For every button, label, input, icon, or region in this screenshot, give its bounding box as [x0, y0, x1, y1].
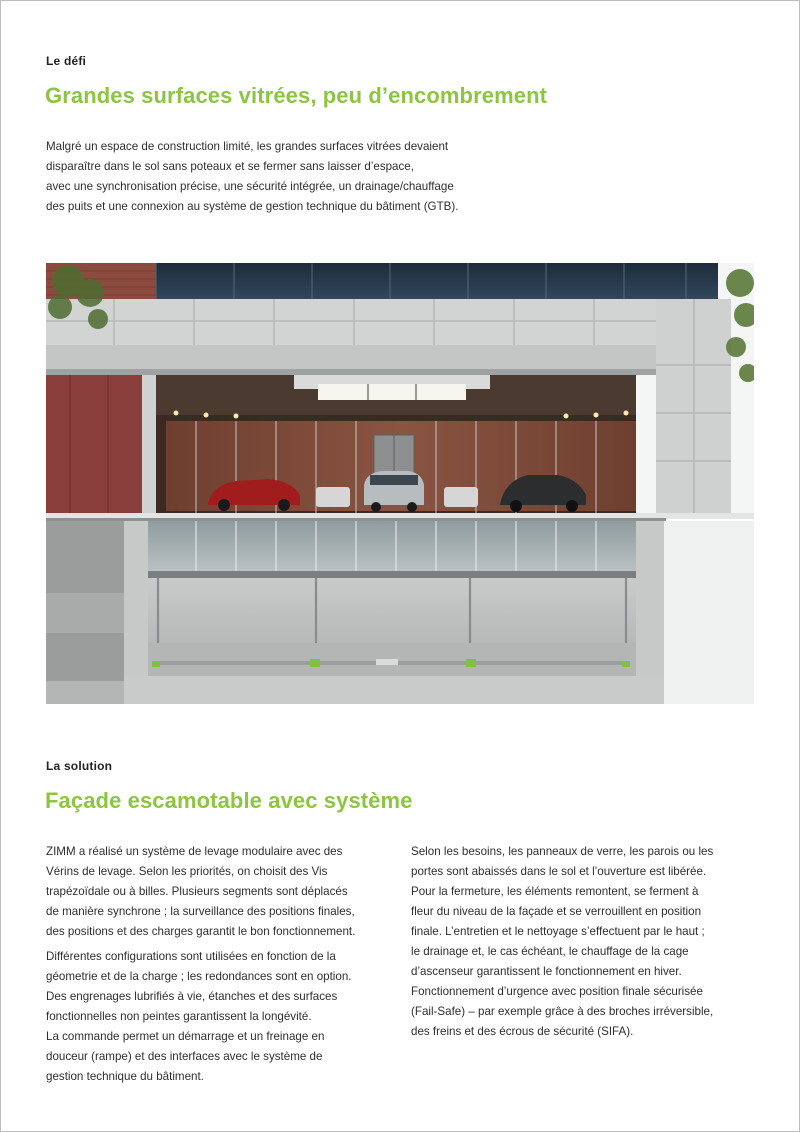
text-line: disparaître dans le sol sans poteaux et se fermer sans laisser d’espace, [46, 160, 414, 173]
text-line: de manière synchrone ; la surveillance des positions finales, [46, 905, 355, 918]
text-line: (Fail-Safe) – par exemple grâce à des broches irréversible, [411, 1005, 714, 1018]
facade-cutaway-illustration [46, 263, 754, 704]
solution-title: Façade escamotable avec système [45, 788, 413, 813]
solution-right-paragraph [411, 842, 713, 1042]
solution-left-paragraph-2 [46, 947, 352, 1087]
challenge-title: Grandes surfaces vitrées, peu d’encombrement [45, 83, 548, 108]
text-line: trapézoïdale ou à billes. Plusieurs segments sont déplacés [46, 885, 348, 898]
text-line: avec une synchronisation précise, une sécurité intégrée, un drainage/chauffage [46, 180, 454, 193]
text-line: Malgré un espace de construction limité, les grandes surfaces vitrées devaient [46, 140, 449, 153]
text-line: Différentes configurations sont utilisées en fonction de la [46, 950, 336, 963]
text-line: douceur (rampe) et des interfaces avec le système de [46, 1050, 323, 1063]
section-label-challenge: Le défi [46, 54, 87, 68]
text-line: le drainage et, le cas échéant, le chauffage de la cage [411, 945, 689, 958]
text-line: portes sont abaissés dans le sol et l’ouverture est libérée. [411, 865, 707, 878]
text-line: Pour la fermeture, les éléments remontent, se ferment à [411, 885, 699, 898]
text-line: des freins et des écrous de sécurité (SIFA). [411, 1025, 634, 1038]
text-line: géometrie et de la charge ; les redondances sont en option. [46, 970, 352, 983]
text-line: Vérins de levage. Selon les priorités, on choisit des Vis [46, 865, 328, 878]
text-line: ZIMM a réalisé un système de levage modulaire avec des [46, 845, 343, 858]
text-line: Fonctionnement d’urgence avec position finale sécurisée [411, 985, 703, 998]
text-line: des puits et une connexion au système de gestion technique du bâtiment (GTB). [46, 200, 459, 213]
text-line: fonctionnelles non peintes garantissent la longévité. [46, 1010, 312, 1023]
text-line: finale. L’entretien et le nettoyage s’effectuent par le haut ; [411, 925, 705, 938]
text-line: d’ascenseur garantissent le fonctionnement en hiver. [411, 965, 682, 978]
text-line: Des engrenages lubrifiés à vie, étanches et des surfaces [46, 990, 338, 1003]
text-line: gestion technique du bâtiment. [46, 1070, 204, 1083]
solution-left-paragraph-1 [46, 842, 355, 942]
text-line: La commande permet un démarrage et un freinage en [46, 1030, 325, 1043]
text-line: des positions et des charges garantit le bon fonctionnement. [46, 925, 356, 938]
challenge-paragraph [46, 137, 458, 217]
section-label-solution: La solution [46, 759, 113, 773]
text-line: fleur du niveau de la façade et se verrouillent en position [411, 905, 702, 918]
text-line: Selon les besoins, les panneaux de verre, les parois ou les [411, 845, 714, 858]
